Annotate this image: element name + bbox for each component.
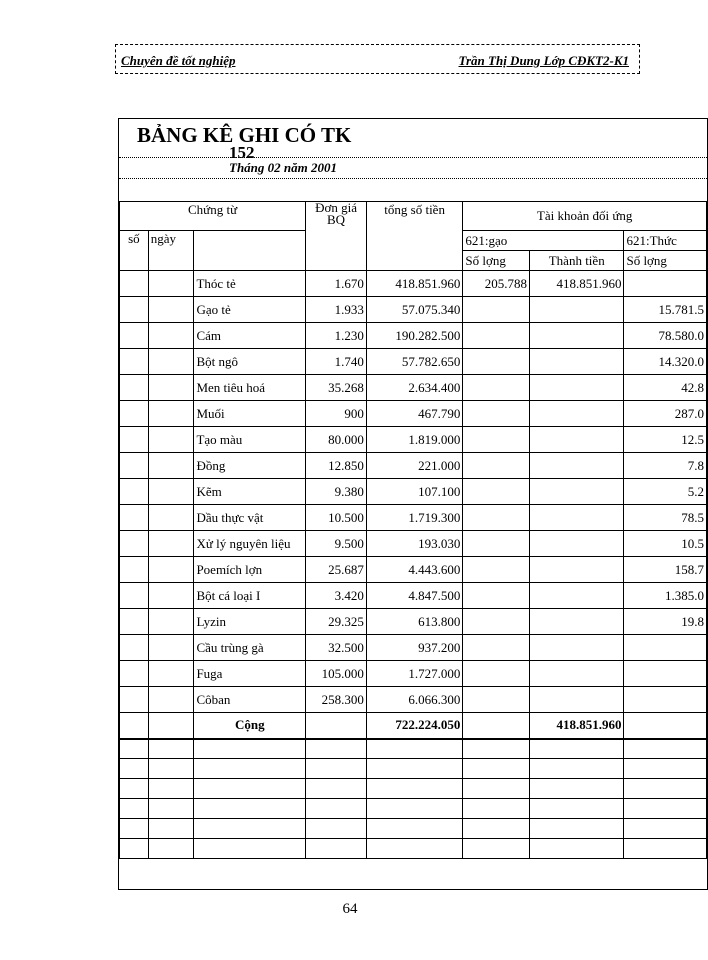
amount-rice-cell xyxy=(529,323,624,349)
document-title: BẢNG KÊ GHI CÓ TK xyxy=(137,123,352,147)
total-amount-cell: 190.282.500 xyxy=(366,323,462,349)
voucher-date-cell xyxy=(148,583,194,609)
blank-cell xyxy=(148,839,194,859)
title-divider xyxy=(119,157,707,158)
blank-cell xyxy=(624,799,707,819)
blank-cell xyxy=(120,819,149,839)
voucher-no-cell xyxy=(120,427,149,453)
voucher-date-cell xyxy=(148,453,194,479)
unit-price-cell: 9.500 xyxy=(306,531,367,557)
voucher-no-cell xyxy=(120,375,149,401)
blank-cell xyxy=(463,759,530,779)
header-thesis-label: Chuyên đề tốt nghiệp xyxy=(121,53,236,68)
table-row xyxy=(120,375,707,401)
total-amount-cell: 4.443.600 xyxy=(366,557,462,583)
unit-price-cell: 29.325 xyxy=(306,609,367,635)
voucher-no-cell xyxy=(120,583,149,609)
blank-cell xyxy=(624,779,707,799)
voucher-date-cell xyxy=(148,479,194,505)
quantity-rice-cell xyxy=(463,687,530,713)
blank-cell xyxy=(529,759,624,779)
voucher-date-header: ngày xyxy=(148,231,194,271)
document-period: Tháng 02 năm 2001 xyxy=(229,160,337,175)
amount-rice-cell xyxy=(529,479,624,505)
blank-cell xyxy=(529,799,624,819)
voucher-date-cell xyxy=(148,349,194,375)
unit-price-cell: 32.500 xyxy=(306,635,367,661)
voucher-no-cell xyxy=(120,349,149,375)
quantity-feed-cell: 1.385.0 xyxy=(624,583,707,609)
table-row xyxy=(120,349,707,375)
voucher-no-cell xyxy=(120,479,149,505)
blank-cell xyxy=(148,779,194,799)
quantity-rice-cell xyxy=(463,375,530,401)
blank-cell xyxy=(120,839,149,859)
unit-price-cell: 3.420 xyxy=(306,583,367,609)
blank-cell xyxy=(529,839,624,859)
total-amount-cell: 937.200 xyxy=(366,635,462,661)
material-name-cell: Tạo màu xyxy=(194,427,306,453)
material-name-cell: Gạo tẻ xyxy=(194,297,306,323)
blank-cell xyxy=(120,759,149,779)
voucher-date-cell xyxy=(148,375,194,401)
material-name-cell: Muối xyxy=(194,401,306,427)
blank-cell xyxy=(148,739,194,759)
quantity-feed-cell xyxy=(624,635,707,661)
voucher-desc-header xyxy=(194,231,306,271)
table-row xyxy=(120,557,707,583)
unit-price-cell: 1.670 xyxy=(306,271,367,297)
material-name-cell: Lyzin xyxy=(194,609,306,635)
blank-cell xyxy=(463,779,530,799)
quantity-feed-cell: 12.5 xyxy=(624,427,707,453)
table-row xyxy=(120,453,707,479)
total-amount-cell: 467.790 xyxy=(366,401,462,427)
total-label: Cộng xyxy=(194,713,306,739)
quantity-rice-cell xyxy=(463,505,530,531)
voucher-date-cell xyxy=(148,687,194,713)
total-amount-cell: 2.634.400 xyxy=(366,375,462,401)
blank-row xyxy=(120,779,707,799)
material-name-cell: Thóc tẻ xyxy=(194,271,306,297)
total-amount-cell: 221.000 xyxy=(366,453,462,479)
voucher-date-cell xyxy=(148,401,194,427)
voucher-date-cell xyxy=(148,271,194,297)
blank-cell xyxy=(148,819,194,839)
page-header xyxy=(115,44,640,74)
voucher-date-cell xyxy=(148,427,194,453)
quantity-feed-cell: 19.8 xyxy=(624,609,707,635)
quantity-rice-cell xyxy=(463,297,530,323)
quantity-feed-cell: 78.5 xyxy=(624,505,707,531)
blank-cell xyxy=(148,799,194,819)
voucher-date-cell xyxy=(148,661,194,687)
ledger-table xyxy=(119,201,707,859)
voucher-no-cell xyxy=(120,635,149,661)
voucher-no-header: số xyxy=(120,231,149,271)
blank-cell xyxy=(529,819,624,839)
amount-rice-cell xyxy=(529,687,624,713)
total-amount-cell: 57.075.340 xyxy=(366,297,462,323)
ledger-sheet xyxy=(118,118,708,890)
blank-cell xyxy=(624,839,707,859)
blank-cell xyxy=(120,739,149,759)
total-row xyxy=(120,713,707,739)
header-author-label: Trần Thị Dung Lớp CĐKT2-K1 xyxy=(458,53,629,68)
table-row xyxy=(120,583,707,609)
amount-rice-cell xyxy=(529,453,624,479)
material-name-cell: Kẽm xyxy=(194,479,306,505)
amount-rice-cell: 418.851.960 xyxy=(529,271,624,297)
quantity-feed-cell: 287.0 xyxy=(624,401,707,427)
voucher-date-cell xyxy=(148,323,194,349)
amount-rice-cell xyxy=(529,635,624,661)
quantity-rice-cell xyxy=(463,401,530,427)
quantity-rice-cell xyxy=(463,661,530,687)
blank-cell xyxy=(624,739,707,759)
quantity-rice-cell xyxy=(463,323,530,349)
blank-cell xyxy=(306,739,367,759)
material-name-cell: Fuga xyxy=(194,661,306,687)
blank-cell xyxy=(463,819,530,839)
voucher-date-cell xyxy=(148,609,194,635)
blank-cell xyxy=(624,759,707,779)
blank-cell xyxy=(366,819,462,839)
total-amount-cell: 4.847.500 xyxy=(366,583,462,609)
quantity-rice-cell xyxy=(463,479,530,505)
unit-price-cell: 258.300 xyxy=(306,687,367,713)
material-name-cell: Đồng xyxy=(194,453,306,479)
voucher-no-cell xyxy=(120,297,149,323)
blank-row xyxy=(120,799,707,819)
blank-cell xyxy=(366,759,462,779)
table-row xyxy=(120,297,707,323)
total-amount-cell: 418.851.960 xyxy=(366,271,462,297)
material-name-cell: Poemích lợn xyxy=(194,557,306,583)
total-row-cell xyxy=(306,713,367,739)
total-amount-header: tổng số tiền xyxy=(366,202,462,271)
unit-price-cell: 10.500 xyxy=(306,505,367,531)
quantity-feed-cell: 10.5 xyxy=(624,531,707,557)
blank-cell xyxy=(120,799,149,819)
voucher-no-cell xyxy=(120,505,149,531)
voucher-date-cell xyxy=(148,531,194,557)
table-row xyxy=(120,271,707,297)
blank-cell xyxy=(366,799,462,819)
voucher-no-cell xyxy=(120,531,149,557)
blank-cell xyxy=(529,779,624,799)
table-row xyxy=(120,531,707,557)
blank-cell xyxy=(463,839,530,859)
total-amount-cell: 193.030 xyxy=(366,531,462,557)
blank-cell xyxy=(194,799,306,819)
blank-cell xyxy=(120,779,149,799)
total-amount-cell: 613.800 xyxy=(366,609,462,635)
quantity-feed-cell: 14.320.0 xyxy=(624,349,707,375)
total-amount-value: 722.224.050 xyxy=(366,713,462,739)
quantity-rice-cell xyxy=(463,609,530,635)
blank-cell xyxy=(366,739,462,759)
unit-price-cell: 900 xyxy=(306,401,367,427)
document-title-number: 152 xyxy=(229,143,255,162)
unit-price-cell: 80.000 xyxy=(306,427,367,453)
unit-price-cell: 25.687 xyxy=(306,557,367,583)
voucher-header: Chứng từ xyxy=(120,202,306,231)
quantity-rice-cell xyxy=(463,427,530,453)
voucher-no-cell xyxy=(120,271,149,297)
amount-rice-cell xyxy=(529,427,624,453)
blank-row xyxy=(120,819,707,839)
quantity-feed-cell xyxy=(624,271,707,297)
amount-rice-cell xyxy=(529,609,624,635)
quantity-rice-cell xyxy=(463,531,530,557)
voucher-no-cell xyxy=(120,323,149,349)
blank-cell xyxy=(306,839,367,859)
unit-price-header: Đơn giá BQ xyxy=(306,202,367,271)
unit-price-cell: 12.850 xyxy=(306,453,367,479)
quantity-rice-cell xyxy=(463,349,530,375)
table-row xyxy=(120,609,707,635)
table-row xyxy=(120,661,707,687)
voucher-no-cell xyxy=(120,687,149,713)
voucher-no-cell xyxy=(120,453,149,479)
material-name-cell: Dầu thực vật xyxy=(194,505,306,531)
unit-price-cell: 35.268 xyxy=(306,375,367,401)
quantity-feed-cell: 42.8 xyxy=(624,375,707,401)
blank-cell xyxy=(306,759,367,779)
quantity-feed-cell: 15.781.5 xyxy=(624,297,707,323)
quantity-feed-cell: 5.2 xyxy=(624,479,707,505)
quantity-feed-cell: 158.7 xyxy=(624,557,707,583)
quantity-rice-cell xyxy=(463,453,530,479)
total-rice-amount-value: 418.851.960 xyxy=(529,713,624,739)
quantity-feed-cell xyxy=(624,687,707,713)
total-row-cell xyxy=(624,713,707,739)
table-row xyxy=(120,505,707,531)
blank-cell xyxy=(306,799,367,819)
total-amount-cell: 107.100 xyxy=(366,479,462,505)
blank-cell xyxy=(194,779,306,799)
material-name-cell: Cầu trùng gà xyxy=(194,635,306,661)
blank-cell xyxy=(194,759,306,779)
voucher-no-cell xyxy=(120,661,149,687)
table-row xyxy=(120,401,707,427)
quantity-feed-cell: 7.8 xyxy=(624,453,707,479)
quantity-rice-cell xyxy=(463,583,530,609)
blank-cell xyxy=(463,799,530,819)
blank-cell xyxy=(306,779,367,799)
quantity-rice-cell: 205.788 xyxy=(463,271,530,297)
blank-cell xyxy=(194,819,306,839)
table-row xyxy=(120,687,707,713)
amount-rice-cell xyxy=(529,557,624,583)
period-divider xyxy=(119,178,707,179)
blank-cell xyxy=(366,839,462,859)
total-amount-cell: 1.819.000 xyxy=(366,427,462,453)
amount-rice-cell xyxy=(529,375,624,401)
account-feed-header: 621:Thức xyxy=(624,231,707,251)
blank-cell xyxy=(194,739,306,759)
amount-rice-cell xyxy=(529,505,624,531)
voucher-date-cell xyxy=(148,557,194,583)
blank-row xyxy=(120,739,707,759)
table-row xyxy=(120,323,707,349)
amount-rice-cell xyxy=(529,401,624,427)
blank-row xyxy=(120,759,707,779)
voucher-date-cell xyxy=(148,297,194,323)
amount-rice-cell xyxy=(529,297,624,323)
blank-cell xyxy=(148,759,194,779)
voucher-date-cell xyxy=(148,635,194,661)
material-name-cell: Côban xyxy=(194,687,306,713)
header-row-1 xyxy=(120,202,707,231)
total-amount-cell: 1.719.300 xyxy=(366,505,462,531)
table-row xyxy=(120,479,707,505)
counter-accounts-header: Tài khoản đối ứng xyxy=(463,202,707,231)
account-rice-header: 621:gạo xyxy=(463,231,624,251)
page-number: 64 xyxy=(342,901,358,917)
quantity-feed-cell: 78.580.0 xyxy=(624,323,707,349)
blank-cell xyxy=(624,819,707,839)
quantity-rice-cell xyxy=(463,557,530,583)
blank-cell xyxy=(366,779,462,799)
unit-price-cell: 1.933 xyxy=(306,297,367,323)
amount-rice-cell xyxy=(529,583,624,609)
unit-price-cell: 1.740 xyxy=(306,349,367,375)
material-name-cell: Men tiêu hoá xyxy=(194,375,306,401)
blank-cell xyxy=(529,739,624,759)
material-name-cell: Bột ngô xyxy=(194,349,306,375)
ledger-table-body xyxy=(120,202,707,859)
amount-rice-cell xyxy=(529,349,624,375)
blank-cell xyxy=(194,839,306,859)
quantity-feed-cell xyxy=(624,661,707,687)
table-row xyxy=(120,635,707,661)
total-amount-cell: 1.727.000 xyxy=(366,661,462,687)
voucher-no-cell xyxy=(120,401,149,427)
blank-cell xyxy=(463,739,530,759)
amount-rice-cell xyxy=(529,531,624,557)
blank-row xyxy=(120,839,707,859)
blank-cell xyxy=(306,819,367,839)
quantity-rice-header: Số lợng xyxy=(463,251,530,271)
material-name-cell: Cám xyxy=(194,323,306,349)
amount-rice-header: Thành tiền xyxy=(529,251,624,271)
voucher-date-cell xyxy=(148,505,194,531)
total-row-cell xyxy=(120,713,149,739)
unit-price-cell: 9.380 xyxy=(306,479,367,505)
total-row-cell xyxy=(148,713,194,739)
total-row-cell xyxy=(463,713,530,739)
quantity-feed-header: Số lợng xyxy=(624,251,707,271)
unit-price-cell: 1.230 xyxy=(306,323,367,349)
quantity-rice-cell xyxy=(463,635,530,661)
voucher-no-cell xyxy=(120,557,149,583)
total-amount-cell: 6.066.300 xyxy=(366,687,462,713)
table-row xyxy=(120,427,707,453)
material-name-cell: Bột cá loại I xyxy=(194,583,306,609)
material-name-cell: Xử lý nguyên liệu xyxy=(194,531,306,557)
voucher-no-cell xyxy=(120,609,149,635)
unit-price-cell: 105.000 xyxy=(306,661,367,687)
total-amount-cell: 57.782.650 xyxy=(366,349,462,375)
amount-rice-cell xyxy=(529,661,624,687)
